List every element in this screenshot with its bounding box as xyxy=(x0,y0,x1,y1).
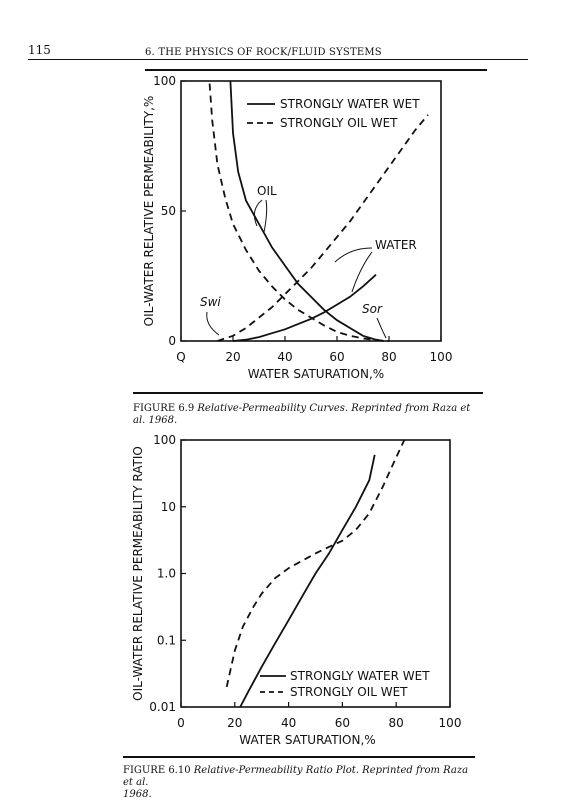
x-tick-label: 60 xyxy=(334,716,351,730)
legend-label: STRONGLY WATER WET xyxy=(290,669,430,683)
swi-annotation: Swi xyxy=(200,295,221,309)
caption-rule-2 xyxy=(123,756,475,758)
water-annotation: WATER xyxy=(375,238,417,252)
figure-text-cont: 1968. xyxy=(123,789,152,800)
page-number: 115 xyxy=(28,43,51,57)
figure-label: FIGURE 6.10 xyxy=(123,765,191,776)
y-axis-label: OIL-WATER RELATIVE PERMEABILITY,% xyxy=(142,95,156,327)
running-title: 6. THE PHYSICS OF ROCK/FLUID SYSTEMS xyxy=(145,47,382,58)
legend-label: STRONGLY OIL WET xyxy=(280,116,398,130)
legend-label: STRONGLY WATER WET xyxy=(280,97,420,111)
oil-annotation: OIL xyxy=(257,184,277,198)
y-tick-label: 100 xyxy=(153,433,176,447)
x-tick-label: 60 xyxy=(329,350,345,364)
x-tick-label: 80 xyxy=(381,350,397,364)
x-tick-label: 80 xyxy=(388,716,404,730)
x-tick-label: 20 xyxy=(225,350,241,364)
x-tick-label: 100 xyxy=(438,716,462,730)
figure-6-10-caption xyxy=(123,765,475,801)
x-tick-label: 100 xyxy=(429,350,453,364)
x-tick-label: 40 xyxy=(277,350,293,364)
figure-text: Relative-Permeability Curves. Reprinted from Raza et al. 1968. xyxy=(133,403,471,426)
oil-wet-curve xyxy=(227,440,405,687)
sor-annotation: Sor xyxy=(362,302,382,316)
figure-label: FIGURE 6.9 xyxy=(133,403,195,414)
y-tick-label: 10 xyxy=(160,499,176,514)
legend-label: STRONGLY OIL WET xyxy=(290,685,408,699)
figure-text: Relative-Permeability Ratio Plot. Reprinted from Raza et al. xyxy=(123,765,469,788)
x-axis-label: WATER SATURATION,% xyxy=(247,367,385,381)
y-tick-label: 0.01 xyxy=(149,700,176,714)
y-tick-label: 100 xyxy=(153,74,176,88)
x-axis-label: WATER SATURATION,% xyxy=(239,733,376,747)
x-tick-label: 40 xyxy=(280,716,297,730)
x-tick-label: 20 xyxy=(227,716,243,730)
y-tick-label: 0.1 xyxy=(156,633,176,648)
x-tick-label: 0 xyxy=(177,716,185,730)
x-tick-label: Q xyxy=(176,350,186,364)
y-tick-label: 0 xyxy=(168,334,176,348)
y-axis-label: OIL-WATER RELATIVE PERMEABILITY RATIO xyxy=(131,446,145,701)
y-tick-label: 1.0 xyxy=(156,566,176,581)
y-tick-label: 50 xyxy=(160,204,176,218)
